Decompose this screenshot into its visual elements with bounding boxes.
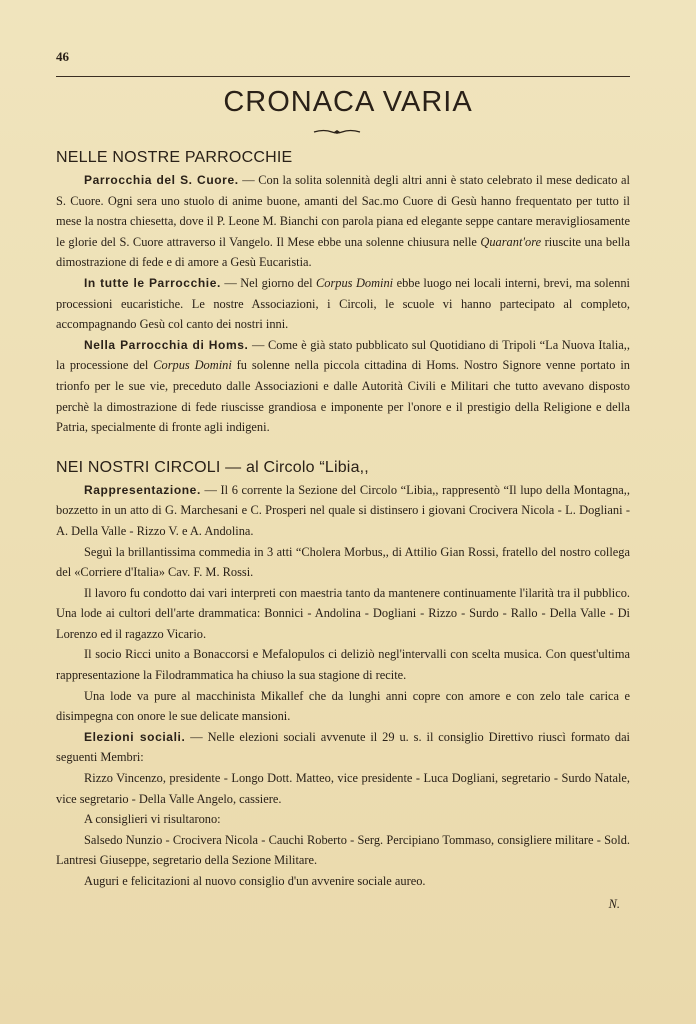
article-body: [56, 146, 630, 927]
paragraph-lead: In tutte le Parrocchie.: [84, 275, 221, 290]
paragraph-lead: Nella Parrocchia di Homs.: [84, 337, 249, 352]
paragraph-direttivo: Rizzo Vincenzo, presidente - Longo Dott. Matteo, vice presidente - Luca Dogliani, segretario - Surdo Natale, vice segretario - Della Valle Angelo, cassiere.: [56, 771, 630, 806]
paragraph-tutte-parrocchie: [56, 273, 630, 335]
paragraph-italic: Corpus Domini: [315, 275, 394, 290]
header-rule: [56, 76, 630, 77]
paragraph-musica: Il socio Ricci unito a Bonaccorsi e Mefalopulos ci deliziò negl'intervalli con scelta musica. Con quest'ultima rappresentazione la Filodrammatica ha chiuso la sua stagione di recite.: [56, 647, 630, 683]
paragraph-text: — Nel giorno del: [220, 275, 316, 290]
paragraph-macchinista: Una lode va pure al macchinista Mikallef che da lunghi anni copre con amore e con zelo tale carica e disimpegna con onore le sue delicate mansioni.: [56, 688, 630, 724]
paragraph-homs: [56, 335, 630, 438]
paragraph-rappresentazione: [56, 480, 630, 542]
paragraph-italic: Quarant'ore: [480, 234, 542, 249]
paragraph-text-end: fu solenne nella piccola cittadina di Homs. Nostro Signore venne portato in trionfo per le sue vie, preceduto dalle Associazioni e dalle Autorità Civili e Militari che tutto avevano disposto perchè la dimostrazione di fede riuscisse grandiosa e imponente per l'onore e il prestigio della Religione e della Patria, specialmente di fronte agli indigeni.: [56, 358, 631, 435]
paragraph-text-end: riuscite una bella dimostrazione di fede e di amore a Gesù Eucaristia.: [56, 234, 631, 270]
author-signature: N.: [608, 896, 620, 911]
title-ornament-icon: [312, 128, 362, 136]
paragraph-text: — Il 6 corrente la Sezione del Circolo “Libia,, rappresentò “Il lupo della Montagna,, bozzetto in un atto di G. Marchesani e C. Prosperi nel quale si distinsero i giovani Crocivera Nicola - L. Dogliani - A. Della Valle - Rizzo V. e A. Andolina.: [56, 482, 630, 538]
paragraph-text-end: ebbe luogo nei locali interni, brevi, ma solenni processioni eucaristiche. Le nostre Associazioni, i Circoli, le scuole vi hanno partecipato al completo, accompagnando Gesù col canto dei nostri inni.: [56, 275, 630, 332]
paragraph-italic: Corpus Domini: [153, 358, 232, 373]
paragraph-lead: Elezioni sociali.: [84, 729, 186, 744]
paragraph-interpreti: Il lavoro fu condotto dai vari interpreti con maestria tanto da mantenere continuamente l'ilarità tra il pubblico. Una lode ai cultori dell'arte drammatica: Bonnici - Andolina - Dogliani - Rizzo - Surdo - Rallo - Della Valle - Di Lorenzo ed il ragazzo Vicario.: [56, 585, 630, 641]
paragraph-text: — Con la solita solennità degli altri anni è stato celebrato il mese dedicato al S. Cuore. Ogni sera uno stuolo di anime buone, amanti del Sac.mo Cuore di Gesù hanno frequentato per tutto il mese la nostra chiesetta, dove il P. Leone M. Bianchi con parola piana ed elegante seppe cantare meravigliosamente le glorie del S. Cuore attraverso il Vangelo. Il Mese ebbe una solenne chiusura nelle: [56, 173, 630, 249]
paragraph-elezioni: [56, 727, 630, 768]
page-number: 46: [56, 49, 69, 64]
paragraph-lead: Rappresentazione.: [84, 482, 201, 497]
page-title: CRONACA VARIA: [223, 86, 473, 118]
paragraph-auguri: Auguri e felicitazioni al nuovo consiglio d'un avvenire sociale aureo.: [84, 874, 426, 888]
paragraph-text: — Nelle elezioni sociali avvenute il 29 u. s. il consiglio Direttivo riuscì formato dai seguenti Membri:: [56, 729, 631, 765]
section-heading-circoli: NEI NOSTRI CIRCOLI — al Circolo “Libia,,: [56, 458, 369, 476]
paragraph-consiglieri: Salsedo Nunzio - Crocivera Nicola - Cauchi Roberto - Serg. Percipiano Tommaso, consigliere militare - Sold. Lantresi Giuseppe, segretario della Sezione Militare.: [56, 832, 630, 868]
paragraph-consiglieri-label: A consiglieri vi risultarono:: [84, 812, 221, 827]
paragraph-lead: Parrocchia del S. Cuore.: [84, 173, 239, 187]
paragraph-sacro-cuore: [56, 170, 630, 273]
paragraph-commedia: Seguì la brillantissima commedia in 3 atti “Cholera Morbus,, di Attilio Gian Rossi, fratello del nostro collega del «Corriere d'Italia» Cav. F. M. Rossi.: [56, 544, 630, 580]
paragraph-text: — Come è già stato pubblicato sul Quotidiano di Tripoli “La Nuova Italia,, la processione del: [56, 337, 631, 373]
section-heading-parrocchie: NELLE NOSTRE PARROCCHIE: [56, 149, 293, 166]
